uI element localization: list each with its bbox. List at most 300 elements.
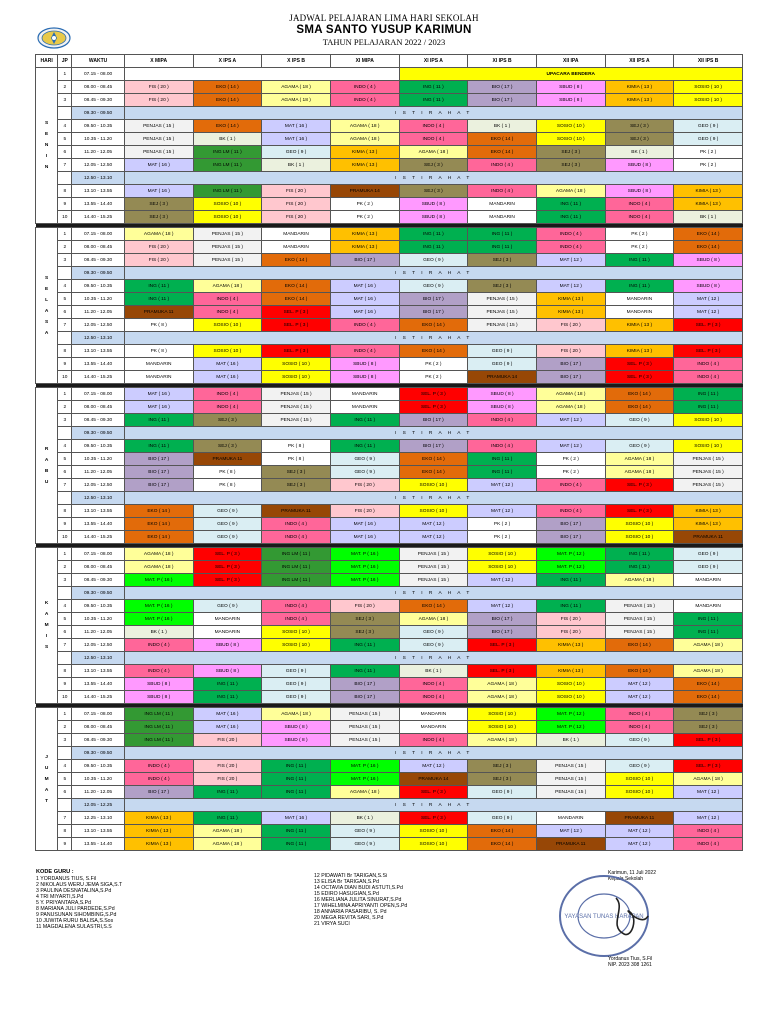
subject-cell: SOSIO ( 10 ): [193, 198, 262, 211]
subject-cell: SEJ ( 3 ): [674, 721, 743, 734]
teacher-entry: 12 PIDAWATI Br TARIGAN,S.Si: [314, 873, 388, 879]
subject-cell: FIS ( 20 ): [124, 81, 193, 94]
subject-cell: ING ( 11 ): [605, 280, 674, 293]
period-row: [36, 479, 743, 492]
subject-cell: MAT ( 12 ): [674, 293, 743, 306]
period-row: [36, 721, 743, 734]
subject-cell: FIS ( 20 ): [124, 241, 193, 254]
period-row: [36, 453, 743, 466]
subject-cell: SBUD ( 8 ): [536, 81, 605, 94]
subject-cell: AGAMA ( 18 ): [536, 388, 605, 401]
subject-cell: SOSIO ( 10 ): [536, 691, 605, 704]
column-header-xi-ips-a: XI IPS A: [399, 55, 468, 68]
subject-cell: ING ( 11 ): [193, 691, 262, 704]
subject-cell: SEJ ( 3 ): [674, 708, 743, 721]
teacher-entry: 10 JUWITA RURU BALISA,S.Sos: [36, 918, 114, 924]
subject-cell: GEO ( 9 ): [399, 254, 468, 267]
break-row: [36, 652, 743, 665]
subject-cell: FIS ( 20 ): [536, 319, 605, 332]
subject-cell: BIO ( 17 ): [124, 453, 193, 466]
subject-cell: BIO ( 17 ): [468, 94, 537, 107]
subject-cell: KIMIA ( 13 ): [124, 838, 193, 851]
subject-cell: SBUD ( 8 ): [124, 691, 193, 704]
subject-cell: FIS ( 20 ): [536, 345, 605, 358]
subject-cell: BIO ( 17 ): [399, 293, 468, 306]
subject-cell: AGAMA ( 18 ): [399, 613, 468, 626]
period-time: 07.15 - 08.00: [72, 708, 125, 721]
subject-cell: AGAMA ( 18 ): [468, 734, 537, 747]
subject-cell: PK ( 2 ): [605, 241, 674, 254]
subject-cell: EKO ( 14 ): [674, 241, 743, 254]
subject-cell: KIMIA ( 13 ): [330, 146, 399, 159]
subject-cell: ING ( 11 ): [674, 401, 743, 414]
subject-cell: INDO ( 4 ): [330, 94, 399, 107]
subject-cell: PK ( 2 ): [536, 466, 605, 479]
period-row: [36, 280, 743, 293]
subject-cell: PENJAS ( 15 ): [330, 721, 399, 734]
subject-cell: SOSIO ( 10 ): [193, 211, 262, 224]
period-number: 3: [58, 254, 72, 267]
period-time: 14.40 - 15.25: [72, 531, 125, 544]
period-time: 11.20 - 12.05: [72, 466, 125, 479]
teacher-entry: 17 WIHELMINA APRIYANTI OPEN,S.Pd: [314, 903, 408, 909]
subject-cell: EKO ( 14 ): [124, 505, 193, 518]
subject-cell: PK ( 8 ): [193, 479, 262, 492]
subject-cell: SBUD ( 8 ): [330, 371, 399, 384]
period-number: 8: [58, 185, 72, 198]
subject-cell: GEO ( 9 ): [468, 786, 537, 799]
period-time: 13.55 - 14.40: [72, 358, 125, 371]
subject-cell: AGAMA ( 18 ): [605, 466, 674, 479]
period-row: [36, 838, 743, 851]
subject-cell: SEJ ( 3 ): [399, 159, 468, 172]
day-label-senin: S E N I N: [36, 68, 58, 224]
subject-cell: PRAMUKA 14: [468, 371, 537, 384]
subject-cell: ING ( 11 ): [262, 786, 331, 799]
break-row: [36, 267, 743, 280]
subject-cell: EKO ( 14 ): [605, 388, 674, 401]
subject-cell: ING ( 11 ): [330, 665, 399, 678]
subject-cell: ING LM ( 11 ): [193, 146, 262, 159]
subject-cell: EKO ( 14 ): [124, 531, 193, 544]
period-row: [36, 293, 743, 306]
period-number: 2: [58, 721, 72, 734]
period-time: 08.45 - 09.30: [72, 734, 125, 747]
period-row: [36, 518, 743, 531]
subject-cell: PENJAS ( 15 ): [399, 574, 468, 587]
subject-cell: AGAMA ( 18 ): [399, 146, 468, 159]
subject-cell: PENJAS ( 15 ): [124, 146, 193, 159]
teacher-entry: 4 TRI MIYARTI,S.Pd: [36, 894, 84, 900]
subject-cell: PRAMUKA 11: [124, 306, 193, 319]
subject-cell: SOSIO ( 10 ): [674, 414, 743, 427]
subject-cell: ING ( 11 ): [399, 228, 468, 241]
subject-cell: KIMIA ( 13 ): [674, 198, 743, 211]
period-time: 07.15 - 08.00: [72, 228, 125, 241]
subject-cell: SEJ ( 3 ): [124, 211, 193, 224]
subject-cell: MAT ( 16 ): [330, 280, 399, 293]
subject-cell: PK ( 2 ): [330, 211, 399, 224]
teacher-entry: 13 ELISA Br TARIGAN,S.Pd: [314, 879, 379, 885]
subject-cell: INDO ( 4 ): [193, 306, 262, 319]
period-number: 5: [58, 133, 72, 146]
empty-cell: [124, 68, 399, 81]
subject-cell: PK ( 2 ): [536, 453, 605, 466]
period-time: 08.00 - 08.45: [72, 241, 125, 254]
period-time: 12.50 - 13.10: [72, 172, 125, 185]
subject-cell: MAT ( 12 ): [674, 812, 743, 825]
subject-cell: GEO ( 9 ): [399, 626, 468, 639]
subject-cell: SOSIO ( 10 ): [193, 319, 262, 332]
subject-cell: ING ( 11 ): [399, 81, 468, 94]
subject-cell: SEL. P ( 3 ): [674, 760, 743, 773]
subject-cell: BK ( 1 ): [124, 626, 193, 639]
break-row: [36, 587, 743, 600]
subject-cell: AGAMA ( 18 ): [536, 185, 605, 198]
subject-cell: BIO ( 17 ): [536, 358, 605, 371]
subject-cell: KIMIA ( 13 ): [674, 518, 743, 531]
subject-cell: INDO ( 4 ): [536, 479, 605, 492]
subject-cell: BK ( 1 ): [399, 665, 468, 678]
subject-cell: SEJ ( 3 ): [193, 414, 262, 427]
subject-cell: SBUD ( 8 ): [399, 211, 468, 224]
period-number: 2: [58, 561, 72, 574]
period-number: 6: [58, 306, 72, 319]
subject-cell: MAT ( 16 ): [193, 371, 262, 384]
subject-cell: PK ( 2 ): [399, 358, 468, 371]
subject-cell: GEO ( 9 ): [674, 561, 743, 574]
subject-cell: KIMIA ( 13 ): [674, 505, 743, 518]
subject-cell: PK ( 8 ): [262, 453, 331, 466]
subject-cell: PRAMUKA 11: [605, 812, 674, 825]
period-time: 08.00 - 08.45: [72, 81, 125, 94]
period-time: 08.00 - 08.45: [72, 721, 125, 734]
subject-cell: FIS ( 20 ): [262, 198, 331, 211]
period-number: 8: [58, 665, 72, 678]
period-time: 09.50 - 10.35: [72, 120, 125, 133]
subject-cell: SOSIO ( 10 ): [536, 678, 605, 691]
subject-cell: PK ( 2 ): [330, 198, 399, 211]
subject-cell: FIS ( 20 ): [536, 613, 605, 626]
subject-cell: PENJAS ( 15 ): [330, 708, 399, 721]
subject-cell: ING LM ( 11 ): [262, 548, 331, 561]
subject-cell: EKO ( 14 ): [399, 453, 468, 466]
period-row: [36, 228, 743, 241]
subject-cell: EKO ( 14 ): [468, 146, 537, 159]
period-time: 09.30 - 09.50: [72, 587, 125, 600]
subject-cell: PENJAS ( 15 ): [193, 228, 262, 241]
subject-cell: PENJAS ( 15 ): [399, 548, 468, 561]
subject-cell: PRAMUKA 11: [193, 453, 262, 466]
subject-cell: ING ( 11 ): [193, 812, 262, 825]
subject-cell: KIMIA ( 13 ): [605, 319, 674, 332]
period-number: 9: [58, 838, 72, 851]
period-time: 12.05 - 12.50: [72, 319, 125, 332]
period-time: 13.10 - 13.55: [72, 665, 125, 678]
subject-cell: PENJAS ( 15 ): [536, 760, 605, 773]
subject-cell: BK ( 1 ): [536, 734, 605, 747]
period-row: [36, 760, 743, 773]
subject-cell: KIMIA ( 13 ): [330, 241, 399, 254]
period-number: 5: [58, 453, 72, 466]
break-row: [36, 799, 743, 812]
subject-cell: SEL. P ( 3 ): [399, 388, 468, 401]
subject-cell: ING ( 11 ): [330, 414, 399, 427]
subject-cell: MAT ( 12 ): [536, 280, 605, 293]
period-time: 13.55 - 14.40: [72, 838, 125, 851]
subject-cell: SEJ ( 3 ): [468, 773, 537, 786]
subject-cell: AGAMA ( 18 ): [193, 825, 262, 838]
period-number: 4: [58, 280, 72, 293]
period-number: 6: [58, 146, 72, 159]
subject-cell: SOSIO ( 10 ): [399, 505, 468, 518]
period-time: 13.55 - 14.40: [72, 518, 125, 531]
period-row: [36, 600, 743, 613]
period-time: 10.35 - 11.20: [72, 293, 125, 306]
subject-cell: MAT ( 12 ): [536, 440, 605, 453]
period-row: [36, 466, 743, 479]
period-row: [36, 708, 743, 721]
subject-cell: FIS ( 20 ): [124, 94, 193, 107]
subject-cell: ING ( 11 ): [124, 440, 193, 453]
subject-cell: PENJAS ( 15 ): [124, 133, 193, 146]
subject-cell: ING ( 11 ): [468, 241, 537, 254]
subject-cell: SOSIO ( 10 ): [674, 440, 743, 453]
period-number: [58, 267, 72, 280]
subject-cell: INDO ( 4 ): [536, 505, 605, 518]
subject-cell: SOSIO ( 10 ): [262, 639, 331, 652]
column-header-xii-ips-b: XII IPS B: [674, 55, 743, 68]
subject-cell: ING ( 11 ): [399, 241, 468, 254]
subject-cell: GEO ( 9 ): [262, 678, 331, 691]
subject-cell: ING LM ( 11 ): [262, 561, 331, 574]
period-row: [36, 665, 743, 678]
timetable: [35, 54, 743, 851]
period-number: 5: [58, 773, 72, 786]
subject-cell: BIO ( 17 ): [124, 479, 193, 492]
period-number: 9: [58, 198, 72, 211]
subject-cell: INDO ( 4 ): [262, 531, 331, 544]
break-label: I S T I R A H A T: [124, 799, 742, 812]
school-stamp-icon: [546, 868, 666, 968]
subject-cell: PK ( 2 ): [399, 371, 468, 384]
subject-cell: PK ( 2 ): [605, 228, 674, 241]
period-time: 13.10 - 13.55: [72, 505, 125, 518]
period-time: 13.10 - 13.55: [72, 345, 125, 358]
subject-cell: BIO ( 17 ): [330, 254, 399, 267]
subject-cell: ING ( 11 ): [468, 453, 537, 466]
subject-cell: MAT ( 12 ): [605, 691, 674, 704]
subject-cell: EKO ( 14 ): [399, 600, 468, 613]
subject-cell: PENJAS ( 15 ): [468, 293, 537, 306]
subject-cell: MAT. P ( 16 ): [330, 574, 399, 587]
subject-cell: FIS ( 20 ): [262, 185, 331, 198]
period-number: [58, 492, 72, 505]
subject-cell: BIO ( 17 ): [399, 440, 468, 453]
subject-cell: MANDARIN: [330, 401, 399, 414]
subject-cell: GEO ( 9 ): [193, 518, 262, 531]
period-time: 09.50 - 10.35: [72, 760, 125, 773]
subject-cell: ING ( 11 ): [605, 561, 674, 574]
period-number: 6: [58, 626, 72, 639]
subject-cell: SOSIO ( 10 ): [468, 708, 537, 721]
subject-cell: GEO ( 9 ): [330, 453, 399, 466]
subject-cell: SOSIO ( 10 ): [605, 531, 674, 544]
subject-cell: ING ( 11 ): [193, 678, 262, 691]
period-number: [58, 747, 72, 760]
subject-cell: EKO ( 14 ): [399, 345, 468, 358]
period-number: 1: [58, 68, 72, 81]
subject-cell: PENJAS ( 15 ): [262, 388, 331, 401]
subject-cell: FIS ( 20 ): [193, 773, 262, 786]
subject-cell: MAT ( 16 ): [124, 159, 193, 172]
subject-cell: INDO ( 4 ): [124, 639, 193, 652]
period-number: 3: [58, 734, 72, 747]
period-number: [58, 172, 72, 185]
subject-cell: MAT. P ( 16 ): [124, 574, 193, 587]
subject-cell: INDO ( 4 ): [605, 211, 674, 224]
period-row: [36, 639, 743, 652]
subject-cell: AGAMA ( 18 ): [262, 708, 331, 721]
subject-cell: SEJ ( 3 ): [605, 133, 674, 146]
subject-cell: MAT ( 12 ): [468, 505, 537, 518]
period-number: 4: [58, 760, 72, 773]
break-row: [36, 107, 743, 120]
subject-cell: MAT. P ( 12 ): [536, 561, 605, 574]
subject-cell: AGAMA ( 18 ): [124, 548, 193, 561]
period-time: 09.50 - 10.35: [72, 600, 125, 613]
subject-cell: AGAMA ( 18 ): [193, 280, 262, 293]
subject-cell: ING ( 11 ): [124, 414, 193, 427]
period-time: 13.10 - 13.55: [72, 825, 125, 838]
subject-cell: PENJAS ( 15 ): [605, 626, 674, 639]
period-number: 7: [58, 812, 72, 825]
subject-cell: PK ( 8 ): [124, 345, 193, 358]
subject-cell: GEO ( 9 ): [330, 466, 399, 479]
subject-cell: AGAMA ( 18 ): [330, 786, 399, 799]
subject-cell: EKO ( 14 ): [468, 133, 537, 146]
subject-cell: BK ( 1 ): [330, 812, 399, 825]
subject-cell: ING LM ( 11 ): [124, 734, 193, 747]
subject-cell: MAT ( 12 ): [399, 760, 468, 773]
subject-cell: BIO ( 17 ): [399, 414, 468, 427]
subject-cell: GEO ( 9 ): [399, 280, 468, 293]
subject-cell: EKO ( 14 ): [605, 401, 674, 414]
subject-cell: INDO ( 4 ): [605, 198, 674, 211]
teacher-codes-title: KODE GURU :: [36, 869, 74, 875]
subject-cell: SBUD ( 8 ): [468, 401, 537, 414]
period-number: 8: [58, 345, 72, 358]
subject-cell: MANDARIN: [193, 626, 262, 639]
column-header-xii-ips-a: XII IPS A: [605, 55, 674, 68]
period-number: 8: [58, 505, 72, 518]
period-row: [36, 120, 743, 133]
subject-cell: MAT. P ( 12 ): [536, 708, 605, 721]
subject-cell: ING ( 11 ): [536, 211, 605, 224]
subject-cell: INDO ( 4 ): [330, 319, 399, 332]
subject-cell: MANDARIN: [605, 306, 674, 319]
subject-cell: INDO ( 4 ): [536, 228, 605, 241]
period-time: 10.35 - 11.20: [72, 133, 125, 146]
subject-cell: MANDARIN: [399, 721, 468, 734]
period-row: [36, 241, 743, 254]
subject-cell: KIMIA ( 13 ): [536, 639, 605, 652]
subject-cell: INDO ( 4 ): [193, 293, 262, 306]
subject-cell: MAT ( 12 ): [468, 479, 537, 492]
period-time: 13.10 - 13.55: [72, 185, 125, 198]
column-header-xii-ipa: XII IPA: [536, 55, 605, 68]
subject-cell: MAT ( 16 ): [124, 388, 193, 401]
subject-cell: MAT. P ( 16 ): [124, 600, 193, 613]
subject-cell: MANDARIN: [124, 358, 193, 371]
period-time: 12.05 - 12.25: [72, 799, 125, 812]
subject-cell: AGAMA ( 18 ): [193, 838, 262, 851]
period-time: 08.45 - 09.30: [72, 414, 125, 427]
subject-cell: GEO ( 9 ): [193, 600, 262, 613]
subject-cell: EKO ( 14 ): [468, 838, 537, 851]
subject-cell: BIO ( 17 ): [468, 613, 537, 626]
subject-cell: SBUD ( 8 ): [605, 159, 674, 172]
break-row: [36, 492, 743, 505]
subject-cell: PK ( 2 ): [674, 159, 743, 172]
period-time: 07.15 - 08.00: [72, 388, 125, 401]
subject-cell: PK ( 2 ): [468, 518, 537, 531]
subject-cell: MANDARIN: [193, 613, 262, 626]
subject-cell: SBUD ( 8 ): [124, 678, 193, 691]
subject-cell: SEL. P ( 3 ): [262, 306, 331, 319]
column-header-waktu: WAKTU: [72, 55, 125, 68]
period-row: [36, 388, 743, 401]
column-header-x-ips-b: X IPS B: [262, 55, 331, 68]
subject-cell: EKO ( 14 ): [605, 665, 674, 678]
subject-cell: INDO ( 4 ): [330, 81, 399, 94]
subject-cell: ING LM ( 11 ): [193, 159, 262, 172]
subject-cell: INDO ( 4 ): [399, 691, 468, 704]
teacher-entry: 2 NIKOLAUS WERU JEMA SIGA,S.T: [36, 882, 123, 888]
subject-cell: SBUD ( 8 ): [468, 388, 537, 401]
subject-cell: GEO ( 9 ): [399, 639, 468, 652]
break-label: I S T I R A H A T: [124, 427, 742, 440]
period-number: 10: [58, 371, 72, 384]
subject-cell: ING ( 11 ): [468, 466, 537, 479]
subject-cell: PENJAS ( 15 ): [674, 479, 743, 492]
period-number: 3: [58, 414, 72, 427]
subject-cell: AGAMA ( 18 ): [674, 773, 743, 786]
subject-cell: PENJAS ( 15 ): [536, 773, 605, 786]
subject-cell: SBUD ( 8 ): [605, 185, 674, 198]
period-row: [36, 371, 743, 384]
subject-cell: ING ( 11 ): [330, 440, 399, 453]
subject-cell: ING ( 11 ): [605, 548, 674, 561]
subject-cell: SOSIO ( 10 ): [468, 561, 537, 574]
period-time: 09.30 - 09.50: [72, 267, 125, 280]
subject-cell: KIMIA ( 13 ): [330, 228, 399, 241]
period-row: [36, 505, 743, 518]
subject-cell: SEL. P ( 3 ): [468, 639, 537, 652]
subject-cell: MAT ( 12 ): [605, 678, 674, 691]
subject-cell: SEJ ( 3 ): [468, 760, 537, 773]
period-number: [58, 332, 72, 345]
document-header: [0, 12, 768, 48]
subject-cell: INDO ( 4 ): [536, 241, 605, 254]
subject-cell: BIO ( 17 ): [536, 371, 605, 384]
period-row: [36, 440, 743, 453]
subject-cell: SEL. P ( 3 ): [468, 665, 537, 678]
subject-cell: KIMIA ( 13 ): [124, 812, 193, 825]
subject-cell: SOSIO ( 10 ): [605, 773, 674, 786]
subject-cell: SBUD ( 8 ): [399, 198, 468, 211]
subject-cell: MAT ( 16 ): [124, 401, 193, 414]
